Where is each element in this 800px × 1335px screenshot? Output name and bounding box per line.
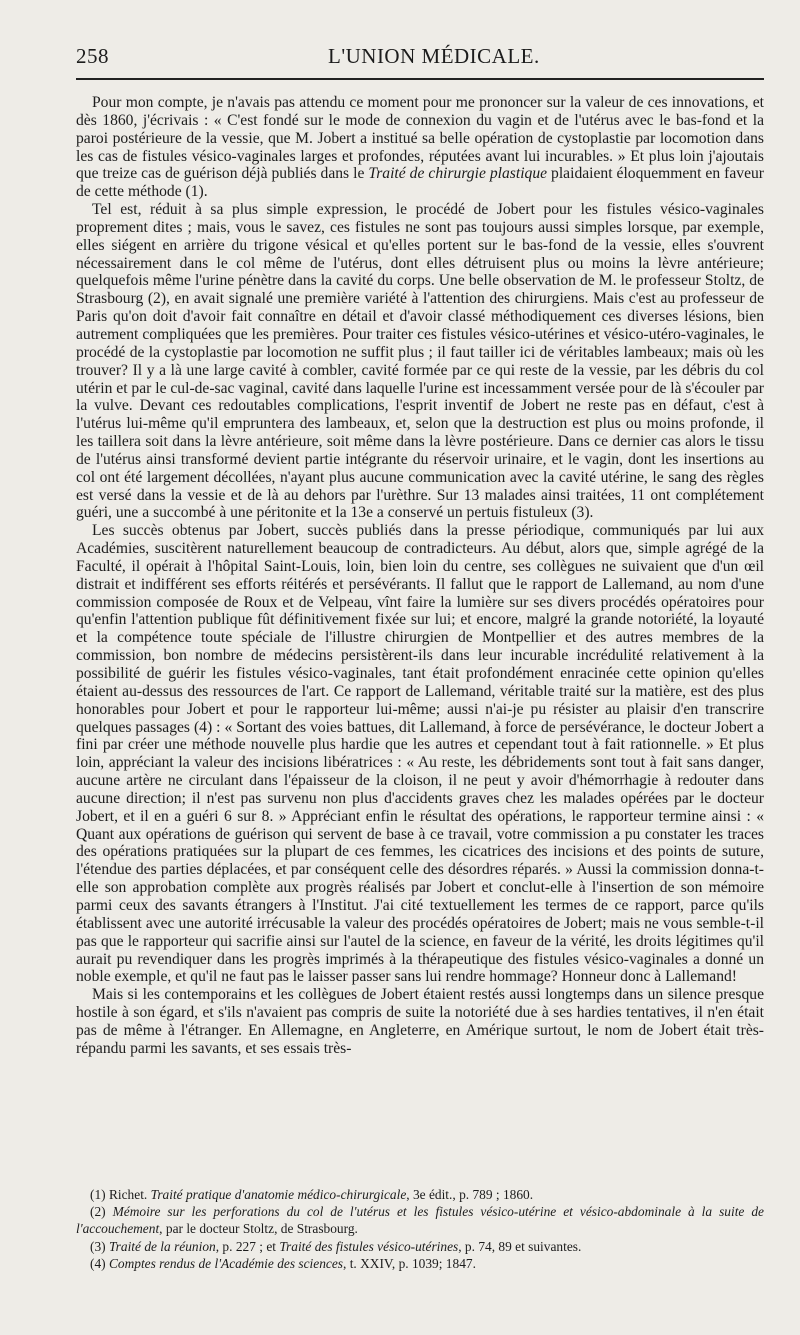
footnote: (1) Richet. Traité pratique d'anatomie médico-chirurgicale, 3e édit., p. 789 ; 1860. — [90, 1187, 534, 1202]
paragraph: Pour mon compte, je n'avais pas attendu ce moment pour me prononcer sur la valeur de ces innovations, et dès 1860, j'écrivais : « C'est fondé sur le mode de connexion du vagin et de l'utérus avec le bas-fond et la paroi postérieure de la vessie, que M. Jobert a institué sa belle opération de cystoplastie par locomotion dans les cas de fistules vésico-vaginales larges et profondes, réputées avant lui incurables. » Et plus loin j'ajoutais que treize cas de guérison déjà publiés dans le Traité de chirurgie plastique plaidaient éloquemment en faveur de cette méthode (1). — [76, 94, 764, 201]
footnote: (4) Comptes rendus de l'Académie des sciences, t. XXIV, p. 1039; 1847. — [90, 1255, 476, 1271]
page-number: 258 — [76, 44, 109, 68]
header-rule — [76, 78, 764, 80]
running-head — [76, 36, 764, 72]
body-text — [76, 94, 764, 1058]
footnote: (2) Mémoire sur les perforations du col de l'utérus et les fistules vésico-utérine et vésico-abdominale à la suite de l'accouchement, par le docteur Stoltz, de Strasbourg. — [76, 1204, 764, 1237]
paragraph: Les succès obtenus par Jobert, succès publiés dans la presse périodique, communiqués par lui aux Académies, suscitèrent naturellement beaucoup de contradicteurs. Au début, alors que, simple agrégé de la Faculté, il opérait à l'hôpital Saint-Louis, loin, bien loin du centre, ses collègues ne suivaient que d'un œil distrait et indifférent ses efforts réitérés et persévérants. Il fallut que le rapport de Lallemand, au nom d'une commission composée de Roux et de Velpeau, vînt faire la lumière sur ses divers procédés opératoires pour qu'enfin l'attention publique fût définitivement fixée sur lui; et encore, malgré la grande notoriété, la loyauté et la compétence toute spéciale de l'illustre chirurgien de Montpellier et des autres membres de la commission, bon nombre de médecins persistèrent-ils dans leur incurable incrédulité relativement à la possibilité de guérir les fistules vésico-vaginales, tant était profondément enracinée cette opinion qu'elles étaient au-dessus des ressources de l'art. Ce rapport de Lallemand, véritable traité sur la matière, est des plus honorables pour Jobert et pour le rapporteur lui-même; aussi n'ai-je pu résister au plaisir d'en transcrire quelques passages (4) : « Sortant des voies battues, dit Lallemand, à force de persévérance, le docteur Jobert a fini par créer une méthode nouvelle plus hardie que les autres et cependant tout à fait rationnelle. » Et plus loin, appréciant la valeur des incisions libératrices : « Au reste, les débridements sont tout à fait sans danger, aucune artère ne circulant dans l'épaisseur de la cloison, il ne peut y avoir d'hémorrhagie à redouter dans aucune direction; il n'est pas survenu non plus d'accidents graves chez les malades opérées par le docteur Jobert, et il en a guéri 6 sur 8. » Appréciant enfin le résultat des opérations, le rapporteur termine ainsi : « Quant aux opérations de guérison qui servent de base à ce travail, votre commission a pu constater les traces des opérations pratiquées sur la plupart de ces femmes, les cicatrices des incisions et des points de suture, l'étendue des parties déplacées, et par conséquent celle des désordres réparés. » Aussi la commission donna-t-elle son approbation complète aux progrès réalisés par Jobert et conclut-elle à l'insertion de son mémoire parmi ceux des savants étrangers à l'Institut. J'ai cité textuellement les termes de ce rapport, parce qu'ils établissent avec une autorité irrécusable la valeur des procédés opératoires de Jobert; mais ne vous semble-t-il pas que le rapporteur qui sacrifie ainsi sur l'autel de la science, en faveur de la vérité, les droits légitimes qu'il aurait pu revendiquer dans les progrès imprimés à la thérapeutique des fistules vésico-vaginales a donné un noble exemple, et qu'il ne faut pas le laisser passer sans lui rendre hommage? Honneur donc à Lallemand! — [76, 522, 764, 986]
footnote: (3) Traité de la réunion, p. 227 ; et Traité des fistules vésico-utérines, p. 74, 89 et suivantes. — [90, 1238, 582, 1254]
footnotes — [76, 1186, 764, 1272]
paragraph: Tel est, réduit à sa plus simple expression, le procédé de Jobert pour les fistules vésico-vaginales proprement dites ; mais, vous le savez, ces fistules ne sont pas toujours aussi simples lorsque, par exemple, elles siégent en arrière du trigone vésical et qu'elles portent sur le bas-fond de la vessie, elles s'ouvrent nécessairement dans le col même de l'utérus, dont elles détruisent plus ou moins la lèvre antérieure; quelquefois même l'urine pénètre dans la cavité du corps. Une belle observation de M. le professeur Stoltz, de Strasbourg (2), en avait signalé une première variété à l'attention des chirurgiens. Mais c'est au professeur de Paris qu'on doit d'avoir fait connaître en détail et d'avoir classé méthodiquement ces diverses lésions, bien autrement compliquées que les premières. Pour traiter ces fistules vésico-utérines et vésico-utéro-vaginales, le procédé de la cystoplastie par locomotion ne suffit plus ; il faut tailler ici de véritables lambeaux; mais où les trouver? Il y a là une large cavité à combler, cavité formée par ce qui reste de la vessie, par les débris du col utérin et par le cul-de-sac vaginal, cavité dans laquelle l'urine est incessamment versée pour de là s'écouler par la vulve. Devant ces redoutables complications, l'esprit inventif de Jobert ne reste pas en défaut, c'est à l'utérus lui-même qu'il emprunterа des lambeaux, et, selon que la destruction est plus ou moins profonde, il les taillera soit dans la lèvre antérieure, soit même dans la lèvre postérieure. Dans ce dernier cas alors le tissu de l'utérus ainsi transformé devient partie intégrante du réservoir urinaire, et le vagin, dont les insertions au col ont été largement décollées, n'ayant plus aucune communication avec la cavité utérine, le sang des règles est versé dans la vessie et de là au dehors par l'urèthre. Sur 13 malades ainsi traitées, 11 ont complétement guéri, une a succombé à une péritonite et la 13e a conservé un pertuis fistuleux (3). — [76, 201, 764, 522]
journal-title: L'UNION MÉDICALE. — [328, 44, 540, 68]
paragraph: Mais si les contemporains et les collègues de Jobert étaient restés aussi longtemps dans un silence presque hostile à son égard, et s'ils n'avaient pas compris de suite la notoriété due à ses hardies tentatives, il n'en était pas de même à l'étranger. En Allemagne, en Angleterre, en Amérique surtout, le nom de Jobert était très-répandu parmi les savants, et ses essais très- — [76, 986, 764, 1057]
